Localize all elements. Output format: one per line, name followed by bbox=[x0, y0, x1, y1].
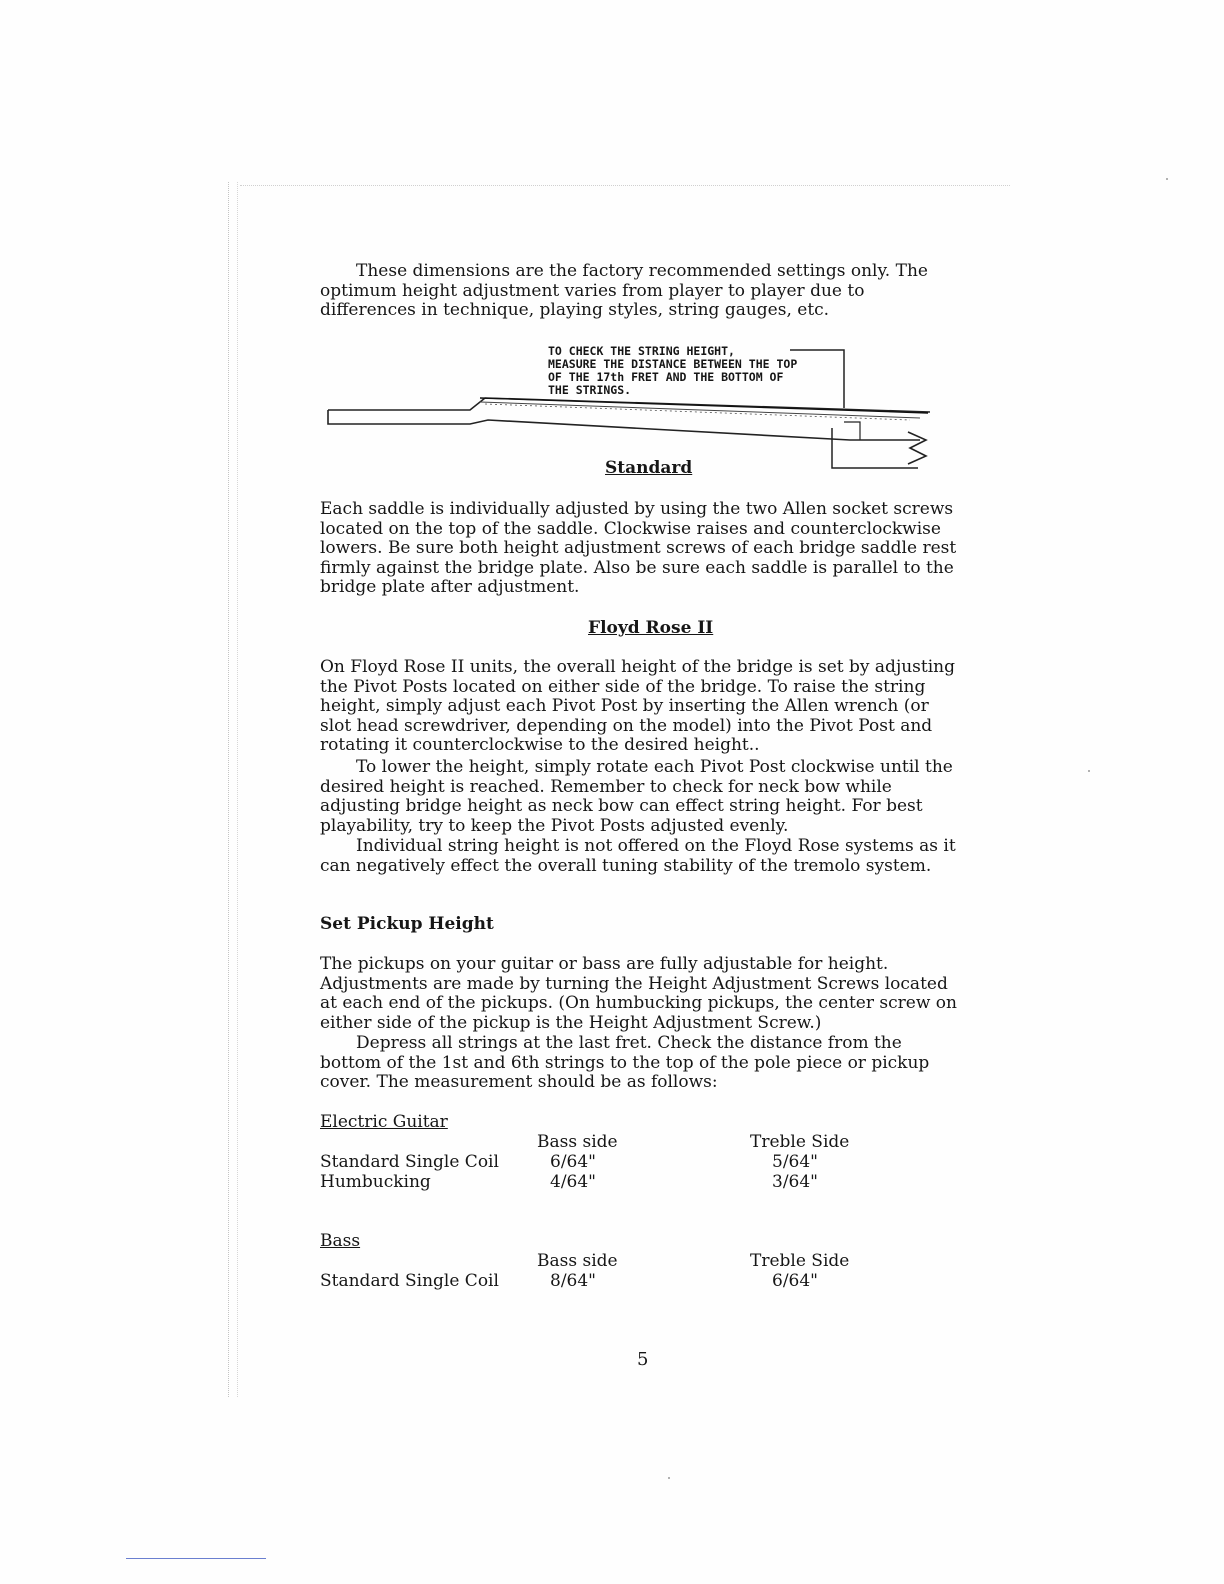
pickup-paragraph-2: Depress all strings at the last fret. Check the distance from the bottom of the 1st and 6th strings to the top of the pole piece or pickup cover. The measurement should be as follows: bbox=[320, 1033, 930, 1093]
bass-col-bass: Bass side bbox=[537, 1251, 618, 1271]
callout-leader bbox=[790, 350, 844, 408]
table-row-name: Standard Single Coil bbox=[320, 1271, 499, 1291]
intro-paragraph: These dimensions are the factory recommended settings only. The optimum height adjustment varies from player to player due to differences in technique, playing styles, string gauges, etc. bbox=[320, 261, 928, 321]
table-row-bass: 6/64" bbox=[550, 1152, 596, 1172]
scan-top-line bbox=[240, 185, 1010, 186]
heel-outline bbox=[844, 422, 860, 440]
callout-line: THE STRINGS. bbox=[548, 383, 632, 397]
scan-speck bbox=[1166, 178, 1168, 180]
bass-col-treble: Treble Side bbox=[750, 1251, 850, 1271]
scan-speck bbox=[1088, 770, 1090, 772]
table-row-treble: 3/64" bbox=[772, 1172, 818, 1192]
floyd-paragraph-3: Individual string height is not offered on the Floyd Rose systems as it can negatively effect the overall tuning stability of the tremolo system. bbox=[320, 836, 956, 876]
string-height-diagram bbox=[320, 340, 940, 494]
pickup-paragraph-1: The pickups on your guitar or bass are fully adjustable for height. Adjustments are made by turning the Height Adjustment Screws located at each end of the pickups. (On humbucking pickups, the center screw on either side of the pickup is the Height Adjustment Screw.) bbox=[320, 954, 957, 1033]
diagram-caption: Standard bbox=[605, 458, 693, 478]
table-row-name: Humbucking bbox=[320, 1172, 431, 1192]
callout-line: MEASURE THE DISTANCE BETWEEN THE TOP bbox=[548, 357, 798, 371]
table-row-treble: 6/64" bbox=[772, 1271, 818, 1291]
body-outline bbox=[832, 428, 918, 468]
floyd-paragraph-2: To lower the height, simply rotate each Pivot Post clockwise until the desired height is reached. Remember to check for neck bow while adjusting bridge height as neck bow can effect string height. For best playability, try to keep the Pivot Posts adjusted evenly. bbox=[320, 757, 953, 836]
fret-markers bbox=[485, 404, 910, 420]
electric-guitar-title: Electric Guitar bbox=[320, 1112, 448, 1132]
pickup-heading: Set Pickup Height bbox=[320, 914, 494, 934]
scan-speck bbox=[668, 1477, 670, 1479]
callout-line: OF THE 17th FRET AND THE BOTTOM OF bbox=[548, 370, 784, 384]
break-symbol bbox=[908, 432, 926, 464]
standard-paragraph: Each saddle is individually adjusted by using the two Allen socket screws located on the top of the saddle. Clockwise raises and counterclockwise lowers. Be sure both height adjustment screws of each bridge saddle rest firmly against the bridge plate. Also be sure each saddle is parallel to the bridge plate after adjustment. bbox=[320, 499, 957, 598]
bass-title: Bass bbox=[320, 1231, 361, 1251]
binding-edge bbox=[228, 182, 238, 1397]
table-row-name: Standard Single Coil bbox=[320, 1152, 499, 1172]
floyd-rose-heading: Floyd Rose II bbox=[588, 618, 714, 638]
scan-bottom-line bbox=[126, 1558, 266, 1559]
table-row-treble: 5/64" bbox=[772, 1152, 818, 1172]
string-line bbox=[480, 398, 928, 413]
page-number: 5 bbox=[637, 1349, 649, 1370]
electric-col-bass: Bass side bbox=[537, 1132, 618, 1152]
callout-line: TO CHECK THE STRING HEIGHT, bbox=[548, 344, 735, 358]
table-row-bass: 8/64" bbox=[550, 1271, 596, 1291]
floyd-paragraph-1: On Floyd Rose II units, the overall height of the bridge is set by adjusting the Pivot Posts located on either side of the bridge. To raise the string height, simply adjust each Pivot Post by inserting the Allen wrench (or slot head screwdriver, depending on the model) into the Pivot Post and rotating it counterclockwise to the desired height.. bbox=[320, 657, 955, 756]
table-row-bass: 4/64" bbox=[550, 1172, 596, 1192]
electric-col-treble: Treble Side bbox=[750, 1132, 850, 1152]
